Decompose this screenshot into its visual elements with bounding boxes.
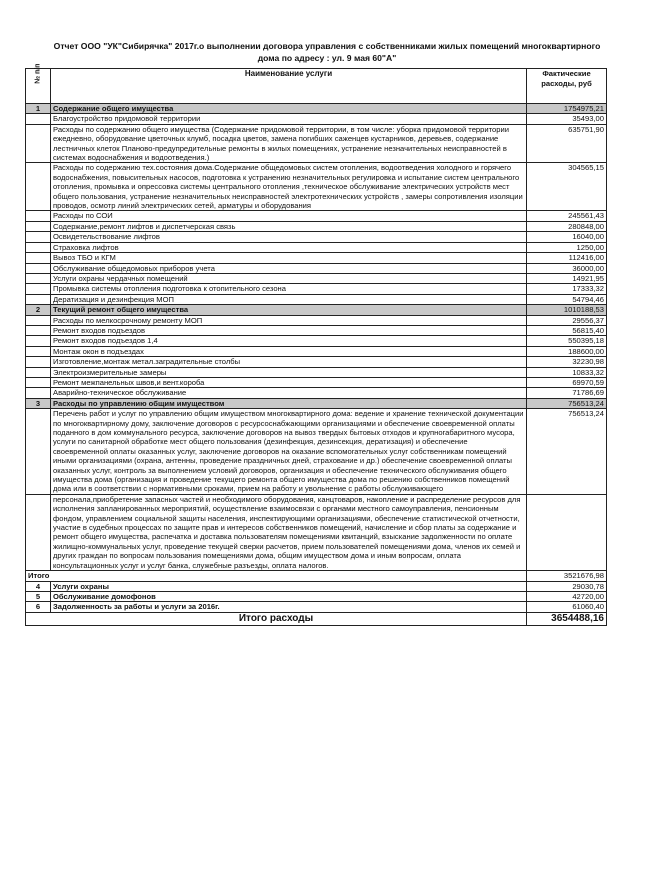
section-title: Содержание общего имущества — [51, 104, 527, 114]
service-name: Освидетельствование лифтов — [51, 232, 527, 242]
row-number — [26, 325, 51, 335]
table-row — [26, 273, 607, 283]
report-title — [22, 40, 632, 64]
row-number — [26, 284, 51, 294]
row-number — [26, 124, 51, 163]
row-number — [26, 294, 51, 304]
row-number — [26, 377, 51, 387]
row-number — [26, 211, 51, 221]
table-row — [26, 581, 607, 591]
service-name: Расходы по мелкосрочному ремонту МОП — [51, 315, 527, 325]
expense-table-body — [26, 63, 607, 626]
service-amount: 245561,43 — [527, 211, 607, 221]
row-number — [26, 273, 51, 283]
table-row — [26, 114, 607, 124]
table-row — [26, 377, 607, 387]
table-row — [26, 388, 607, 398]
service-name: Услуги охраны — [51, 581, 527, 591]
service-name: Монтаж окон в подъездах — [51, 346, 527, 356]
table-row — [26, 409, 607, 495]
table-row — [26, 367, 607, 377]
row-number — [26, 163, 51, 211]
section-number: 1 — [26, 104, 51, 114]
row-number — [26, 367, 51, 377]
table-row — [26, 294, 607, 304]
row-number — [26, 242, 51, 252]
section-amount: 1010188,53 — [527, 305, 607, 315]
row-number — [26, 494, 51, 570]
service-name: Аварийно-техническое обслуживание — [51, 388, 527, 398]
section-title: Расходы по управлению общим имуществом — [51, 398, 527, 408]
section-header-row — [26, 305, 607, 315]
service-amount: 10833,32 — [527, 367, 607, 377]
service-amount — [527, 494, 607, 570]
table-row — [26, 221, 607, 231]
service-name: Электроизмерительные замеры — [51, 367, 527, 377]
service-amount: 36000,00 — [527, 263, 607, 273]
table-row — [26, 242, 607, 252]
service-amount: 69970,59 — [527, 377, 607, 387]
row-number — [26, 232, 51, 242]
service-amount: 550395,18 — [527, 336, 607, 346]
service-amount: 42720,00 — [527, 591, 607, 601]
service-amount: 71786,69 — [527, 388, 607, 398]
grand-total-row — [26, 612, 607, 625]
service-amount: 16040,00 — [527, 232, 607, 242]
row-number — [26, 315, 51, 325]
service-name: Обслуживание домофонов — [51, 591, 527, 601]
service-name: Задолженность за работы и услуги за 2016г. — [51, 602, 527, 612]
service-amount: 29556,37 — [527, 315, 607, 325]
service-name: Ремонт межпанельных швов,и вент.короба — [51, 377, 527, 387]
table-row — [26, 263, 607, 273]
service-name: персонала,приобретение запасных частей и необходимого оборудования, канцтоваров, накопление и распределение ресурсов для исполнения запланированных мероприятий, осуществление взаимосвязи с органами местного самоуправления, пенсионным фондом, управлением социальной защиты населения, инспектирующими организациями, обеспечение статистической отчетности, участие в судебных процессах по защите прав и интересов собственников помещений, начисление и сбор платы за содержание и ремонт общего имущества, распечатка и доставка пользователям помещениями квитанций, взыскание задолженности по оплате жилищно-коммунальных услуг, проведение текущей сверки расчетов, прием пользователей помещениями дома, членов их семей и других граждан по вопросам пользования помещениями дома, общим имуществом дома и иным вопросам, оплата консультационных услуг и услуг банка, служебные разъезды, оплата налогов. — [51, 494, 527, 570]
expense-table — [25, 63, 607, 626]
section-amount: 756513,24 — [527, 398, 607, 408]
table-row — [26, 346, 607, 356]
service-amount: 35493,00 — [527, 114, 607, 124]
service-amount: 29030,78 — [527, 581, 607, 591]
service-amount: 61060,40 — [527, 602, 607, 612]
subtotal-amount: 3521676,98 — [527, 571, 607, 581]
table-row — [26, 357, 607, 367]
service-amount: 756513,24 — [527, 409, 607, 495]
row-number — [26, 263, 51, 273]
row-number — [26, 388, 51, 398]
service-name: Промывка системы отопления подготовка к отопительного сезона — [51, 284, 527, 294]
service-name: Вывоз ТБО и КГМ — [51, 253, 527, 263]
grand-total-label: Итого расходы — [26, 612, 527, 625]
row-number: 6 — [26, 602, 51, 612]
subtotal-label: Итого — [26, 571, 527, 581]
service-name: Услуги охраны чердачных помещений — [51, 273, 527, 283]
column-header-amount: Фактические расходы, руб — [527, 69, 607, 104]
column-header-service: Наименование услуги — [51, 69, 527, 104]
section-number: 2 — [26, 305, 51, 315]
service-name: Страховка лифтов — [51, 242, 527, 252]
service-amount: 304565,15 — [527, 163, 607, 211]
service-name: Расходы по содержанию общего имущества (Содержание придомовой территории, в том числе: уборка придомовой территории ежедневно, оборудование цветочных клумб, посадка цветов, замена погибших саженцев кустарников, деревьев, содержание лестничных клеток Планово-предупредительные ремонты в жилых помещениях, устранение незначительных неисправностей в системах водоснабжения и водоотведения.) — [51, 124, 527, 163]
table-row — [26, 591, 607, 601]
service-name: Дератизация и дезинфекция МОП — [51, 294, 527, 304]
table-header-row — [26, 69, 607, 104]
service-name: Обслуживание общедомовых приборов учета — [51, 263, 527, 273]
grand-total-amount: 3654488,16 — [527, 612, 607, 625]
row-number — [26, 346, 51, 356]
service-amount: 14921,95 — [527, 273, 607, 283]
service-amount: 17333,32 — [527, 284, 607, 294]
service-name: Изготовление,монтаж метал.заградительные столбы — [51, 357, 527, 367]
subtotal-row — [26, 571, 607, 581]
table-row — [26, 315, 607, 325]
table-row — [26, 602, 607, 612]
service-name: Расходы по СОИ — [51, 211, 527, 221]
row-number — [26, 221, 51, 231]
service-name: Ремонт входов подъездов — [51, 325, 527, 335]
row-number — [26, 409, 51, 495]
row-number — [26, 253, 51, 263]
table-row — [26, 163, 607, 211]
service-name: Ремонт входов подъездов 1,4 — [51, 336, 527, 346]
service-name: Благоустройство придомовой территории — [51, 114, 527, 124]
row-number — [26, 114, 51, 124]
table-row — [26, 211, 607, 221]
service-amount: 280848,00 — [527, 221, 607, 231]
table-row — [26, 232, 607, 242]
service-name: Перечень работ и услуг по управлению общим имуществом многоквартирного дома: ведение и хранение технической документации по многоквартирному дому, заключение договоров с ресурсоснабжающими организациями и обеспечение своевременной оплаты поданного в дом коммунального ресурса, заключение договоров на вывоз твердых бытовых отходов и крупногабаритного мусора, услуги по санитарной обработке мест общего пользования (дезинфекция, дезинсекция, дератизация) и обеспечение своевременной оплаты оказанных услуг, заключение договоров на оказание вспомогательных услуг собственникам помещений иными организациями (охрана, антенны, проведение праздничных дней, страхование и др.) обеспечение своевременной оплаты оказанных услуг, контроль за выполнением условий договоров, организация и обеспечение технического обслуживания общего имущества дома (организация и проведение текущего ремонта общего имущества дома по решению собственников помещений дома или в соответствии с нормативными сроками, прием на работу и увольнение с работы обслуживающего — [51, 409, 527, 495]
row-number: 4 — [26, 581, 51, 591]
service-amount: 635751,90 — [527, 124, 607, 163]
service-amount: 56815,40 — [527, 325, 607, 335]
section-header-row — [26, 398, 607, 408]
service-amount: 112416,00 — [527, 253, 607, 263]
row-number — [26, 336, 51, 346]
table-row — [26, 284, 607, 294]
table-row — [26, 494, 607, 570]
table-row — [26, 336, 607, 346]
service-amount: 1250,00 — [527, 242, 607, 252]
table-row — [26, 325, 607, 335]
section-number: 3 — [26, 398, 51, 408]
section-amount: 1754975,21 — [527, 104, 607, 114]
table-row — [26, 253, 607, 263]
section-title: Текущий ремонт общего имущества — [51, 305, 527, 315]
report-title-line-1: Отчет ООО "УК"Сибирячка" 2017г.о выполнении договора управления с собственниками жилых помещений многоквартирного — [53, 41, 601, 51]
report-title-line-2: дома по адресу : ул. 9 мая 60"А" — [257, 53, 397, 63]
row-number — [26, 357, 51, 367]
service-amount: 188600,00 — [527, 346, 607, 356]
section-header-row — [26, 104, 607, 114]
table-row — [26, 124, 607, 163]
row-number: 5 — [26, 591, 51, 601]
column-header-number: № п/п — [26, 69, 51, 104]
service-name: Содержание,ремонт лифтов и диспетчерская связь — [51, 221, 527, 231]
service-amount: 54794,46 — [527, 294, 607, 304]
service-amount: 32230,98 — [527, 357, 607, 367]
service-name: Расходы по содержанию тех.состояния дома.Содержание общедомовых систем отопления, водоотведения холодного и горячего водоснабжения, повысительных насосов, подготовка к устранению незначительных регулировка и испытание систем центрального отопления, промывка и опрессовка системы центрального отопления ,техническое обслуживание электрических устройств мест общего пользования, устранение незначительных неисправностей электротехнических устройств , замеры сопротивления изоляции проводов, осмотр линий электрических сетей, арматуры и оборудования — [51, 163, 527, 211]
